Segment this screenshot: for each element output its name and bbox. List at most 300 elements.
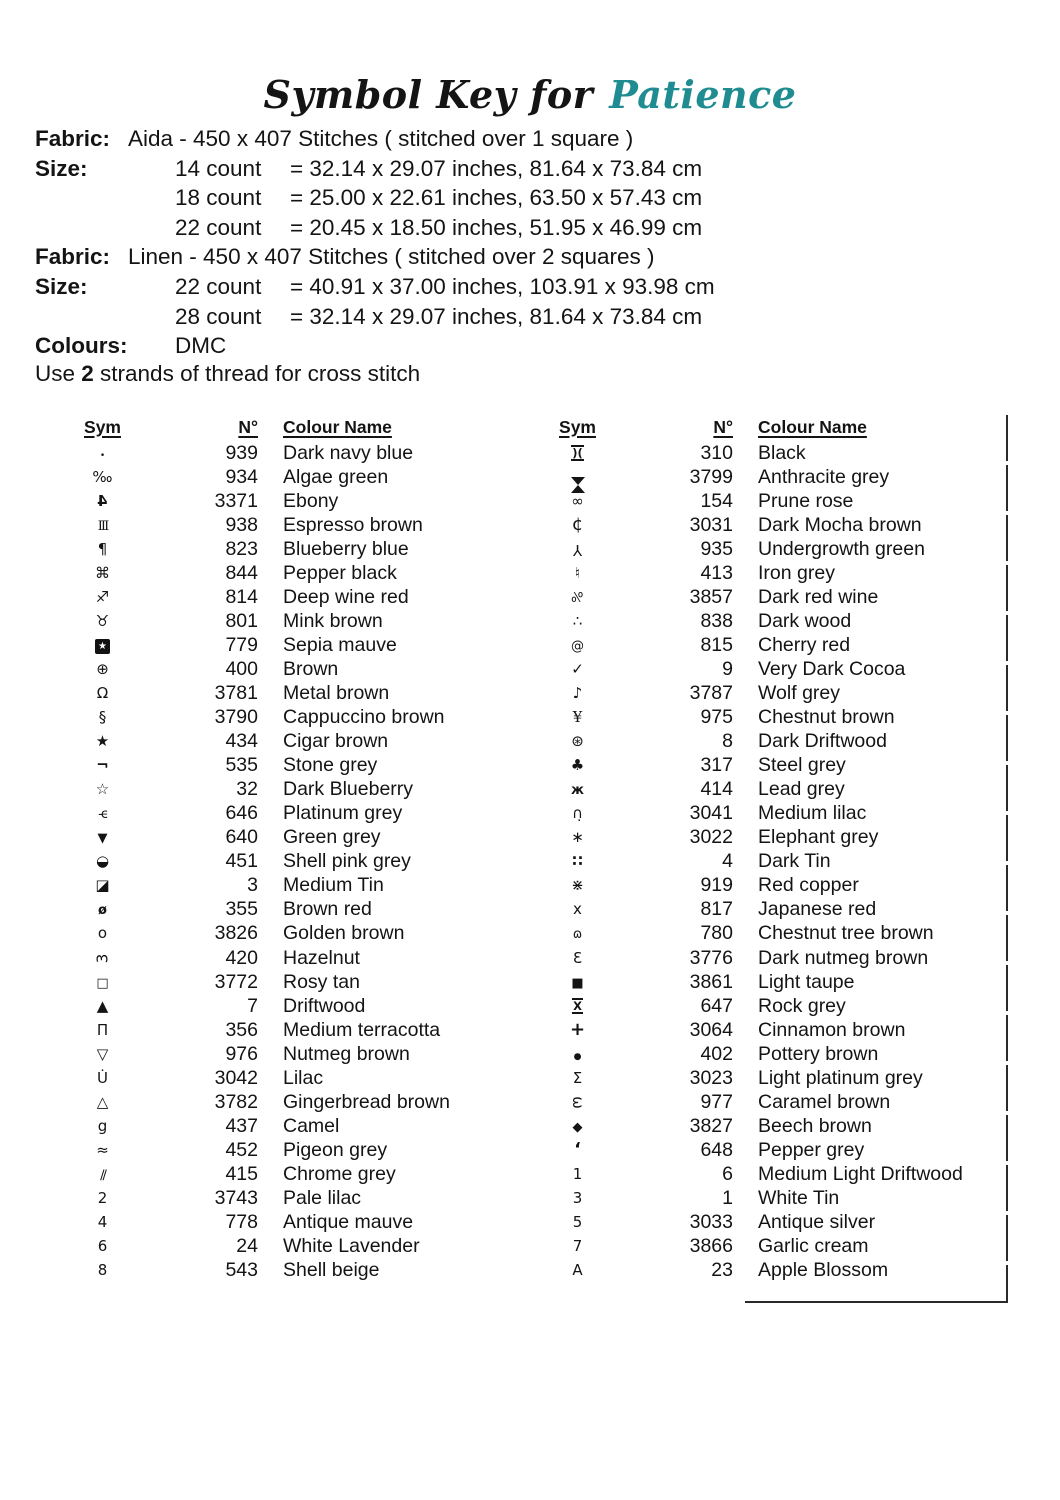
symbol-cell — [60, 1068, 145, 1087]
colour-name-cell: Cappuccino brown — [283, 706, 445, 729]
stitch-symbol-icon: Y — [572, 540, 583, 559]
key-row — [60, 994, 510, 1018]
dmc-number-cell: 939 — [225, 441, 258, 464]
dmc-number-cell: 3826 — [214, 922, 258, 945]
key-row — [60, 1235, 510, 1259]
stitch-symbol-icon: ★ — [95, 639, 110, 654]
key-table-header — [60, 413, 510, 441]
symbol-cell — [535, 1239, 620, 1254]
key-row — [535, 754, 1010, 778]
colour-name-cell: Dark nutmeg brown — [758, 946, 929, 969]
info-label: Colours: — [35, 333, 128, 359]
symbol-cell — [60, 782, 145, 797]
symbol-cell — [60, 926, 145, 941]
stitch-symbol-icon: )( — [572, 445, 583, 460]
strands-count: 2 — [81, 361, 94, 386]
stitch-symbol-icon: ø — [98, 903, 107, 919]
stitch-symbol-icon — [571, 477, 585, 485]
key-row — [535, 681, 1010, 705]
dmc-number-cell: 310 — [700, 441, 733, 464]
stitch-symbol-icon: ♣ — [570, 756, 585, 775]
info-text: = 20.45 x 18.50 inches, 51.95 x 46.99 cm — [290, 214, 703, 240]
stitch-symbol-icon: ∩̣ — [572, 804, 583, 823]
symbol-cell — [60, 996, 145, 1015]
colour-name-cell: Elephant grey — [758, 826, 879, 849]
symbol-cell — [60, 446, 145, 461]
dmc-number-cell: 646 — [225, 802, 258, 825]
stitch-symbol-icon: □ — [96, 975, 109, 991]
colour-name-cell: Cinnamon brown — [758, 1018, 906, 1041]
key-row — [535, 922, 1010, 946]
fabric-info-line — [35, 154, 715, 184]
stitch-symbol-icon: ▲ — [96, 996, 109, 1015]
key-row — [60, 1090, 510, 1114]
key-table-header — [535, 413, 1010, 441]
dmc-number-cell: 3857 — [689, 585, 733, 608]
key-row — [60, 898, 510, 922]
colour-name-cell: Chestnut tree brown — [758, 922, 934, 945]
symbol-cell — [535, 638, 620, 653]
strands-prefix: Use — [35, 361, 82, 386]
stitch-symbol-icon: ✓ — [571, 659, 584, 678]
dmc-number-cell: 3866 — [689, 1235, 733, 1258]
colour-name-cell: Japanese red — [758, 898, 877, 921]
dmc-number-cell: 400 — [225, 657, 258, 680]
symbol-cell — [535, 445, 620, 461]
key-row — [535, 850, 1010, 874]
key-row — [60, 778, 510, 802]
key-row — [535, 609, 1010, 633]
stitch-symbol-icon: 4 — [97, 1213, 108, 1232]
page-title — [0, 72, 1060, 117]
dmc-number-cell: 814 — [225, 585, 258, 608]
colour-name-cell: Mink brown — [283, 609, 383, 632]
stitch-symbol-icon: ♪ — [572, 683, 583, 702]
stitch-symbol-icon: 3 — [572, 1188, 583, 1207]
key-row — [60, 681, 510, 705]
dmc-number-cell: 3042 — [214, 1066, 258, 1089]
dmc-number-cell: 23 — [711, 1259, 733, 1282]
colour-name-cell: Dark red wine — [758, 585, 879, 608]
fabric-info-line — [35, 302, 715, 332]
stitch-symbol-icon: U̇ — [97, 1068, 108, 1087]
dmc-number-cell: 801 — [225, 609, 258, 632]
key-row — [60, 609, 510, 633]
symbol-cell — [535, 1263, 620, 1278]
symbol-cell — [535, 542, 620, 557]
stitch-symbol-icon: ‘ — [574, 1139, 581, 1161]
dmc-number-cell: 3023 — [689, 1066, 733, 1089]
dmc-number-cell: 154 — [700, 489, 733, 512]
colour-name-cell: Hazelnut — [283, 946, 360, 969]
colour-name-cell: Camel — [283, 1114, 340, 1137]
colour-name-cell: Stone grey — [283, 754, 378, 777]
symbol-cell — [535, 734, 620, 749]
key-row — [60, 970, 510, 994]
symbol-cell — [60, 1239, 145, 1254]
stitch-symbol-icon: ∞ — [571, 491, 584, 510]
dmc-number-cell: 3041 — [689, 802, 733, 825]
stitch-symbol-icon: ▽ — [96, 1044, 109, 1063]
key-row — [60, 922, 510, 946]
colour-name-cell: Dark wood — [758, 609, 852, 632]
symbol-cell — [60, 637, 145, 654]
dmc-number-cell: 24 — [236, 1235, 258, 1258]
key-row — [60, 946, 510, 970]
symbol-cell — [60, 951, 145, 966]
stitch-symbol-icon: • — [99, 450, 106, 461]
dmc-number-cell: 823 — [225, 537, 258, 560]
colour-name-cell: Green grey — [283, 826, 381, 849]
stitch-symbol-icon: ■ — [571, 975, 584, 991]
key-row — [535, 513, 1010, 537]
key-row — [60, 657, 510, 681]
key-row — [535, 1259, 1010, 1283]
dmc-number-cell: 3772 — [214, 970, 258, 993]
key-table-right — [535, 413, 1010, 1283]
colour-name-cell: Dark Tin — [758, 850, 831, 873]
stitch-symbol-icon: A — [572, 1261, 583, 1280]
dmc-number-cell: 3861 — [689, 970, 733, 993]
symbol-cell — [60, 1167, 145, 1182]
symbol-cell — [60, 830, 145, 845]
colour-name-cell: Blueberry blue — [283, 537, 409, 560]
key-rows-right — [535, 441, 1010, 1283]
symbol-cell — [60, 975, 145, 990]
colour-name-cell: Antique mauve — [283, 1211, 414, 1234]
fabric-info-line — [35, 272, 715, 302]
stitch-symbol-icon: ● — [573, 1051, 582, 1062]
colour-name-cell: Garlic cream — [758, 1235, 869, 1258]
symbol-cell — [535, 998, 620, 1014]
dmc-number-cell: 976 — [225, 1042, 258, 1065]
colour-name-cell: Sepia mauve — [283, 633, 397, 656]
dmc-number-cell: 779 — [225, 633, 258, 656]
symbol-cell — [535, 1119, 620, 1134]
stitch-symbol-icon: 1 — [572, 1164, 583, 1183]
key-row — [535, 874, 1010, 898]
colour-name-cell: Algae green — [283, 465, 389, 488]
dmc-number-cell: 815 — [700, 633, 733, 656]
colour-name-cell: Cigar brown — [283, 730, 389, 753]
colour-name-cell: Undergrowth green — [758, 537, 925, 560]
key-row — [535, 465, 1010, 489]
key-row — [535, 1018, 1010, 1042]
key-row — [535, 778, 1010, 802]
column-header-number: N° — [713, 416, 733, 437]
dmc-number-cell: 640 — [225, 826, 258, 849]
title-prefix: Symbol Key for — [263, 72, 594, 117]
key-row — [60, 826, 510, 850]
key-row — [535, 994, 1010, 1018]
key-row — [60, 513, 510, 537]
colour-name-cell: Light platinum grey — [758, 1066, 923, 1089]
stitch-symbol-icon: o — [97, 924, 108, 943]
colour-name-cell: Dark Driftwood — [758, 730, 887, 753]
count-value: DMC — [175, 333, 227, 359]
colour-name-cell: Pigeon grey — [283, 1138, 388, 1161]
dmc-number-cell: 838 — [700, 609, 733, 632]
key-rows-left — [60, 441, 510, 1283]
symbol-cell — [60, 902, 145, 917]
dmc-number-cell: 4 — [722, 850, 733, 873]
column-header-number: N° — [238, 416, 258, 437]
stitch-symbol-icon: ▼ — [97, 831, 108, 847]
colour-name-cell: Rosy tan — [283, 970, 360, 993]
symbol-cell — [60, 1044, 145, 1063]
dmc-number-cell: 3827 — [689, 1114, 733, 1137]
key-row — [60, 1259, 510, 1283]
colour-name-cell: Platinum grey — [283, 802, 403, 825]
key-row — [60, 850, 510, 874]
dmc-number-cell: 844 — [225, 561, 258, 584]
key-row — [60, 1186, 510, 1210]
stitch-symbol-icon: 3 — [92, 953, 111, 963]
colour-name-cell: Lilac — [283, 1066, 324, 1089]
symbol-cell — [535, 1068, 620, 1087]
key-row — [60, 802, 510, 826]
dmc-number-cell: 414 — [700, 778, 733, 801]
dmc-number-cell: 451 — [225, 850, 258, 873]
key-row — [535, 585, 1010, 609]
dmc-number-cell: 3743 — [214, 1186, 258, 1209]
column-header-colour-name: Colour Name — [283, 416, 392, 437]
stitch-symbol-icon: △ — [96, 1092, 109, 1111]
dmc-number-cell: 975 — [700, 706, 733, 729]
stitch-symbol-icon: ¶ — [97, 539, 108, 558]
stitch-symbol-icon: ж — [571, 783, 584, 799]
fabric-info-line — [35, 124, 715, 154]
colour-name-cell: Pepper grey — [758, 1138, 865, 1161]
symbol-cell — [60, 1215, 145, 1230]
colour-name-cell: Pottery brown — [758, 1042, 879, 1065]
symbol-cell — [535, 611, 620, 630]
stitch-symbol-icon: 4 — [97, 491, 108, 510]
stitch-symbol-icon: ◆ — [572, 1119, 583, 1135]
colour-name-cell: Iron grey — [758, 561, 835, 584]
dmc-number-cell: 3799 — [689, 465, 733, 488]
stitch-symbol-icon: Π — [96, 1020, 109, 1039]
dmc-number-cell: 355 — [225, 898, 258, 921]
key-row — [535, 489, 1010, 513]
symbol-cell — [60, 1116, 145, 1135]
strands-suffix: strands of thread for cross stitch — [93, 361, 421, 386]
colour-name-cell: White Tin — [758, 1186, 840, 1209]
dmc-number-cell: 3031 — [689, 513, 733, 536]
stitch-symbol-icon: ≈ — [96, 1140, 109, 1159]
colour-name-cell: Wolf grey — [758, 681, 840, 704]
info-label: Size: — [35, 155, 88, 181]
symbol-cell — [535, 830, 620, 845]
count-value: 22 count — [175, 214, 262, 240]
colour-name-cell: Dark Mocha brown — [758, 513, 922, 536]
dmc-number-cell: 817 — [700, 898, 733, 921]
dmc-number-cell: 977 — [700, 1090, 733, 1113]
symbol-cell — [535, 1021, 620, 1039]
key-row — [60, 1018, 510, 1042]
stitch-symbol-icon: X — [573, 999, 582, 1014]
colour-name-cell: Medium terracotta — [283, 1018, 441, 1041]
key-row — [535, 946, 1010, 970]
fabric-info-block — [35, 124, 715, 361]
symbol-cell — [535, 1188, 620, 1207]
title-patience: Patience — [609, 72, 797, 117]
key-row — [60, 754, 510, 778]
stitch-symbol-icon: 5 — [572, 1213, 583, 1232]
dmc-number-cell: 3782 — [214, 1090, 258, 1113]
colour-name-cell: Beech brown — [758, 1114, 872, 1137]
key-row — [535, 657, 1010, 681]
dmc-number-cell: 7 — [247, 994, 258, 1017]
dmc-number-cell: 1 — [722, 1186, 733, 1209]
stitch-symbol-icon: Σ — [572, 1068, 583, 1087]
dmc-number-cell: 3787 — [689, 681, 733, 704]
key-row — [60, 706, 510, 730]
symbol-cell — [535, 975, 620, 990]
count-value: 28 count — [175, 303, 262, 329]
colour-name-cell: Caramel brown — [758, 1090, 891, 1113]
info-text: = 25.00 x 22.61 inches, 63.50 x 57.43 cm — [290, 185, 703, 211]
count-value: 14 count — [175, 155, 262, 181]
stitch-symbol-icon: ɷ — [572, 927, 583, 943]
symbol-cell — [535, 659, 620, 678]
colour-name-cell: Nutmeg brown — [283, 1042, 410, 1065]
symbol-cell — [535, 516, 620, 534]
stitch-symbol-icon: ♐ — [95, 587, 110, 606]
colour-name-cell: Cherry red — [758, 633, 851, 656]
dmc-number-cell: 434 — [225, 730, 258, 753]
dmc-number-cell: 780 — [700, 922, 733, 945]
key-row — [535, 826, 1010, 850]
stitch-symbol-icon: ⊕ — [96, 659, 109, 678]
dmc-number-cell: 8 — [722, 730, 733, 753]
dmc-number-cell: 420 — [225, 946, 258, 969]
colour-name-cell: Black — [758, 441, 806, 464]
dmc-number-cell: 543 — [225, 1259, 258, 1282]
symbol-cell — [535, 563, 620, 582]
colour-name-cell: Medium Tin — [283, 874, 384, 897]
colour-name-cell: Chrome grey — [283, 1162, 396, 1185]
symbol-cell — [60, 806, 145, 821]
fabric-info-line — [35, 331, 715, 361]
colour-name-cell: Driftwood — [283, 994, 366, 1017]
stitch-symbol-icon: ¢ — [571, 514, 584, 536]
key-row — [535, 633, 1010, 657]
symbol-cell — [60, 563, 145, 582]
stitch-symbol-icon: ◪ — [95, 876, 110, 895]
key-row — [60, 874, 510, 898]
dmc-number-cell: 648 — [700, 1138, 733, 1161]
key-row — [535, 561, 1010, 585]
key-row — [535, 730, 1010, 754]
symbol-cell — [60, 1020, 145, 1039]
stitch-symbol-icon: ¬ — [96, 756, 109, 775]
key-row — [60, 489, 510, 513]
stitch-symbol-icon: § — [98, 708, 107, 727]
info-label: Fabric: — [35, 244, 111, 270]
colour-name-cell: Pale lilac — [283, 1186, 362, 1209]
symbol-cell — [60, 1092, 145, 1111]
colour-name-cell: Medium Light Driftwood — [758, 1162, 963, 1185]
stitch-symbol-icon: ⌘ — [95, 563, 110, 582]
dmc-number-cell: 3033 — [689, 1211, 733, 1234]
stitch-symbol-icon: ◒ — [95, 852, 110, 871]
stitch-symbol-icon: ∷ — [572, 852, 583, 871]
colour-name-cell: Metal brown — [283, 681, 390, 704]
symbol-cell — [60, 539, 145, 558]
colour-name-cell: Deep wine red — [283, 585, 409, 608]
stitch-symbol-icon: 8 — [97, 1261, 108, 1280]
stitch-symbol-icon: ∗ — [571, 828, 584, 847]
dmc-number-cell: 3781 — [214, 681, 258, 704]
stitch-symbol-icon: Ω — [96, 683, 109, 702]
key-row — [60, 585, 510, 609]
symbol-cell — [60, 491, 145, 510]
symbol-cell — [60, 734, 145, 749]
stitch-symbol-icon: -ϵ — [98, 807, 107, 823]
key-row — [60, 633, 510, 657]
key-row — [60, 1138, 510, 1162]
dmc-number-cell: 356 — [225, 1018, 258, 1041]
key-row — [60, 730, 510, 754]
colour-name-cell: Medium lilac — [758, 802, 867, 825]
symbol-cell — [535, 470, 620, 485]
stitch-symbol-icon: 2 — [97, 1188, 108, 1207]
colour-name-cell: Gingerbread brown — [283, 1090, 450, 1113]
symbol-cell — [60, 1140, 145, 1159]
dmc-number-cell: 3776 — [689, 946, 733, 969]
key-row — [535, 1235, 1010, 1259]
key-row — [60, 1211, 510, 1235]
colour-name-cell: Anthracite grey — [758, 465, 890, 488]
dmc-number-cell: 6 — [722, 1162, 733, 1185]
stitch-symbol-icon: % — [571, 590, 584, 606]
colour-name-cell: Antique silver — [758, 1211, 876, 1234]
colour-name-cell: Golden brown — [283, 922, 405, 945]
key-row — [535, 1042, 1010, 1066]
count-value: 22 count — [175, 273, 262, 299]
stitch-symbol-icon: ¥ — [572, 708, 583, 727]
stitch-symbol-icon: ω — [569, 1096, 587, 1109]
key-row — [535, 1211, 1010, 1235]
colour-name-cell: Espresso brown — [283, 513, 423, 536]
stitch-symbol-icon: ⊛ — [571, 732, 584, 751]
stitch-symbol-icon: ♮ — [574, 563, 581, 582]
info-label: Fabric: — [35, 126, 111, 151]
stitch-symbol-icon: Ɛ — [572, 948, 583, 967]
colour-name-cell: Shell beige — [283, 1259, 380, 1282]
key-row — [535, 1138, 1010, 1162]
key-row — [535, 706, 1010, 730]
page-border-vertical-rule — [1006, 415, 1008, 1303]
dmc-number-cell: 317 — [700, 754, 733, 777]
key-row — [535, 1090, 1010, 1114]
dmc-number-cell: 3064 — [689, 1018, 733, 1041]
strands-note — [35, 359, 420, 389]
symbol-cell — [535, 902, 620, 917]
key-row — [60, 1162, 510, 1186]
colour-name-cell: Brown — [283, 657, 339, 680]
symbol-cell — [60, 467, 145, 486]
stitch-symbol-icon: ⋇ — [571, 876, 584, 895]
key-row — [535, 1066, 1010, 1090]
symbol-cell — [535, 948, 620, 967]
stitch-symbol-icon: ∴ — [572, 611, 583, 630]
symbol-cell — [535, 926, 620, 941]
key-row — [60, 1042, 510, 1066]
colour-name-cell: Pepper black — [283, 561, 397, 584]
symbol-cell — [60, 587, 145, 606]
